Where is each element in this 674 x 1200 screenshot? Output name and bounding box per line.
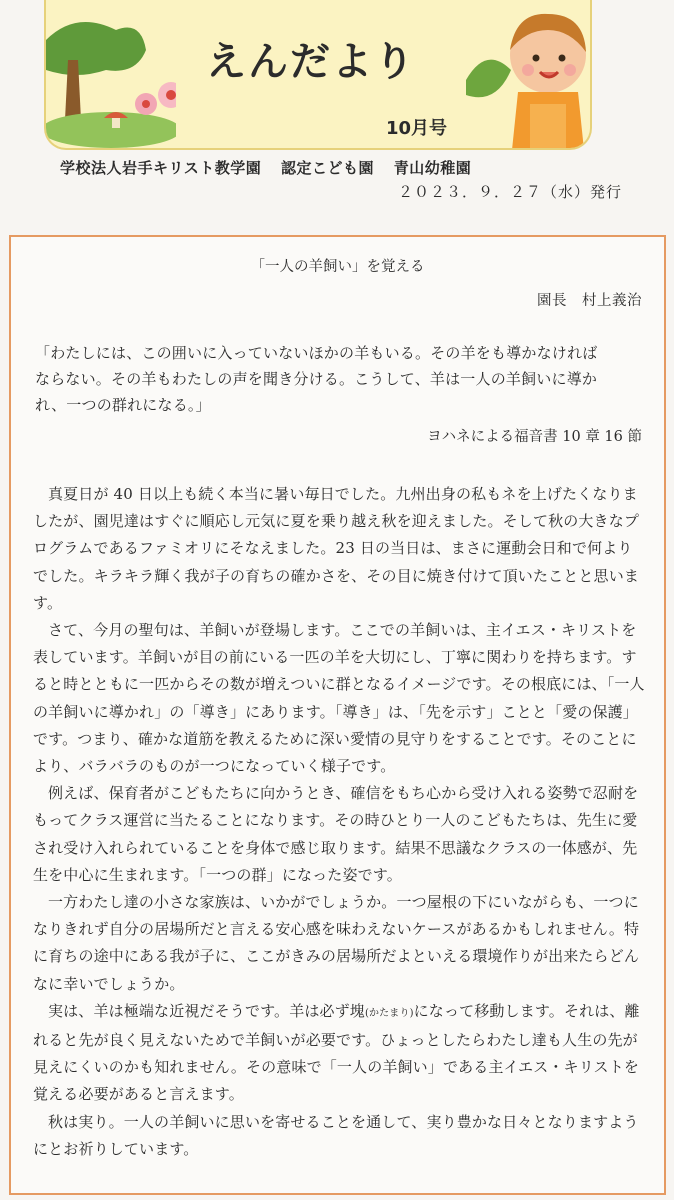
verse-line: 「わたしには、この囲いに入っていないほかの羊もいる。その羊をも導かなければ (35, 344, 598, 362)
article-author: 園長 村上義治 (537, 293, 642, 309)
kindergarten-name: 青山幼稚園 (393, 159, 472, 177)
facility-type: 認定こども園 (280, 159, 374, 177)
header-banner (44, 0, 592, 150)
paragraph: さて、今月の聖句は、羊飼いが登場します。ここでの羊飼いは、主イエス・キリストを表しています。羊飼いが目の前にいる一匹の羊を大切にし、丁寧に関わりを持ちます。すると時とともに一匹からその数が増えついに群となるイメージです。その根底には、「一人の羊飼いに導かれ」の「導き」にあります。「導き」は、「先を示す」ことと「愛の保護」です。つまり、確かな道筋を教えるために深い愛情の見守りをすることです。そのことにより、バラバラのものが一つになっていく様子です。 (33, 621, 645, 776)
scripture-source: ヨハネによる福音書 10 章 16 節 (427, 429, 642, 445)
publisher-line (60, 157, 485, 178)
child-character-illustration (466, 0, 592, 150)
issue-date: ２０２３．９．２７（水）発行 (398, 183, 623, 201)
reading-note: (かたまり) (364, 1007, 414, 1019)
newsletter-title: えんだより (206, 39, 416, 85)
paragraph: 例えば、保育者がこどもたちに向かうとき、確信をもち心から受け入れる姿勢で忍耐をもってクラス運営に当たることになります。その時ひとり一人のこどもたちは、先生に愛され受け入れられていることを身体で感じ取ります。結果不思議なクラスの一体感が、先生を中心に生まれます。「一つの群」になった姿です。 (33, 784, 639, 884)
paragraph-text: になって移動します。それは、離れると先が良く見えないためで羊飼いが必要です。ひょっとしたらわたし達も人生の先が見えにくいのかも知れません。その意味で「一人の羊飼い」である主イエス・キリストを覚える必要があると言えます。 (33, 1001, 640, 1104)
tree-flowers-illustration (46, 0, 176, 150)
issue-label: 10月号 (386, 118, 448, 139)
paragraph: 真夏日が 40 日以上も続く本当に暑い毎日でした。九州出身の私もネを上げたくなりましたが、園児達はすぐに順応し元気に夏を乗り越え秋を迎えました。そして秋の大きなプログラムであるファミオリにそなえました。23 日の当日は、まさに運動会日和で何よりでした。キラキラ輝く我が子の育ちの確かさを、その目に焼き付けて頂いたことと思います。 (33, 485, 640, 612)
paragraph (33, 998, 645, 1109)
paragraph: 秋は実り。一人の羊飼いに思いを寄せることを通して、実り豊かな日々となりますようにとお祈りしています。 (33, 1112, 639, 1158)
paragraph: 一方わたし達の小さな家族は、いかがでしょうか。一つ屋根の下にいながらも、一つになりきれず自分の居場所だと言える安心感を味わえないケースがあるかもしれません。特に育ちの途中にある我が子に、ここがきみの居場所だよといえる環境作りが出来たらどんなに幸いでしょうか。 (33, 893, 640, 993)
paragraph-text: 実は、羊は極端な近視だそうです。羊は必ず塊 (48, 1001, 365, 1020)
article-box (9, 235, 666, 1195)
school-corporation: 学校法人岩手キリスト教学園 (60, 159, 262, 177)
scripture-quote (35, 340, 647, 418)
verse-line: れ、一つの群れになる。」 (35, 396, 211, 414)
article-body (33, 481, 645, 1163)
article-title: 「一人の羊飼い」を覚える (250, 259, 425, 275)
verse-line: ならない。その羊もわたしの声を聞き分ける。こうして、羊は一人の羊飼いに導か (35, 370, 598, 388)
